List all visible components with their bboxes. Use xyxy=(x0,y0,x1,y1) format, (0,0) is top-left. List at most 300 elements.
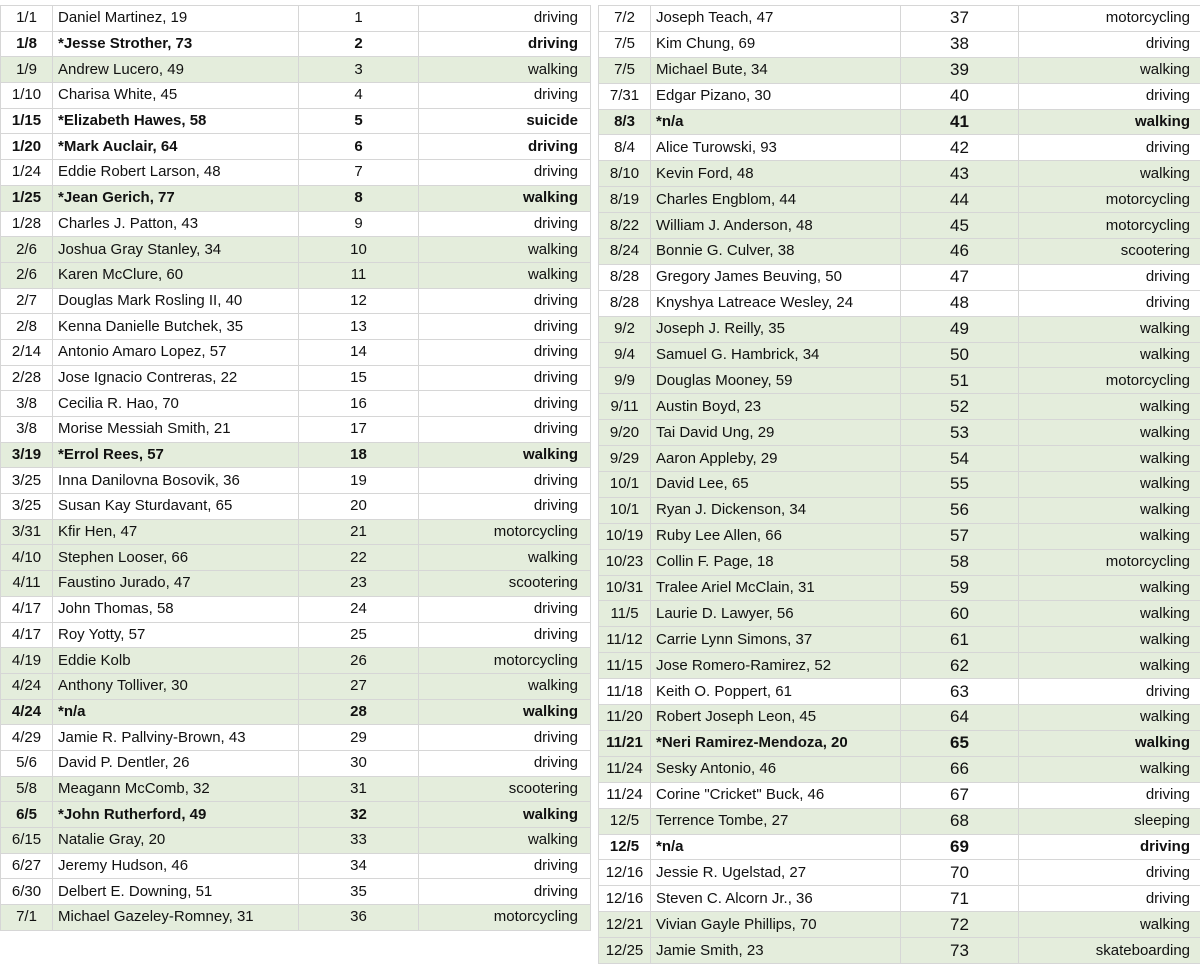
date-cell: 12/16 xyxy=(599,860,651,886)
table-row xyxy=(599,549,1200,575)
date-cell: 9/4 xyxy=(599,342,651,368)
date-cell: 1/15 xyxy=(1,108,53,134)
victim-name-cell: Ryan J. Dickenson, 34 xyxy=(651,497,901,523)
victim-name-cell: *Jean Gerich, 77 xyxy=(53,185,299,211)
date-cell: 12/21 xyxy=(599,912,651,938)
date-cell: 12/5 xyxy=(599,808,651,834)
victim-name-cell: Stephen Looser, 66 xyxy=(53,545,299,571)
victim-name-cell: Charles J. Patton, 43 xyxy=(53,211,299,237)
table-row xyxy=(599,756,1200,782)
table-row xyxy=(1,339,591,365)
count-cell: 35 xyxy=(299,879,419,905)
table-row xyxy=(1,262,591,288)
count-cell: 65 xyxy=(901,730,1019,756)
mode-cell: driving xyxy=(1019,886,1200,912)
victim-name-cell: Aaron Appleby, 29 xyxy=(651,446,901,472)
victim-name-cell: *n/a xyxy=(651,109,901,135)
count-cell: 11 xyxy=(299,262,419,288)
victim-name-cell: Michael Bute, 34 xyxy=(651,57,901,83)
table-row xyxy=(599,730,1200,756)
table-row xyxy=(1,365,591,391)
victim-name-cell: Tralee Ariel McClain, 31 xyxy=(651,575,901,601)
date-cell: 12/16 xyxy=(599,886,651,912)
date-cell: 1/1 xyxy=(1,6,53,32)
mode-cell: walking xyxy=(1019,316,1200,342)
date-cell: 5/8 xyxy=(1,776,53,802)
date-cell: 3/25 xyxy=(1,468,53,494)
count-cell: 1 xyxy=(299,6,419,32)
date-cell: 1/8 xyxy=(1,31,53,57)
table-row xyxy=(599,135,1200,161)
mode-cell: motorcycling xyxy=(419,519,591,545)
mode-cell: driving xyxy=(419,725,591,751)
mode-cell: walking xyxy=(419,185,591,211)
table-row xyxy=(1,648,591,674)
table-row xyxy=(599,472,1200,498)
mode-cell: walking xyxy=(1019,420,1200,446)
mode-cell: motorcycling xyxy=(1019,549,1200,575)
victim-name-cell: Jamie R. Pallviny-Brown, 43 xyxy=(53,725,299,751)
victim-name-cell: Edgar Pizano, 30 xyxy=(651,83,901,109)
table-row xyxy=(1,108,591,134)
date-cell: 8/19 xyxy=(599,187,651,213)
date-cell: 9/9 xyxy=(599,368,651,394)
mode-cell: driving xyxy=(1019,860,1200,886)
victim-name-cell: Michael Gazeley-Romney, 31 xyxy=(53,905,299,931)
mode-cell: driving xyxy=(1019,782,1200,808)
table-row xyxy=(1,185,591,211)
table-row xyxy=(599,239,1200,265)
mode-cell: driving xyxy=(419,288,591,314)
mode-cell: walking xyxy=(1019,57,1200,83)
victim-name-cell: William J. Anderson, 48 xyxy=(651,213,901,239)
mode-cell: walking xyxy=(1019,627,1200,653)
victim-name-cell: Inna Danilovna Bosovik, 36 xyxy=(53,468,299,494)
date-cell: 7/1 xyxy=(1,905,53,931)
victim-name-cell: Robert Joseph Leon, 45 xyxy=(651,705,901,731)
count-cell: 40 xyxy=(901,83,1019,109)
table-row xyxy=(1,237,591,263)
mode-cell: walking xyxy=(1019,109,1200,135)
date-cell: 2/6 xyxy=(1,262,53,288)
mode-cell: scootering xyxy=(419,571,591,597)
table-row xyxy=(599,446,1200,472)
mode-cell: walking xyxy=(419,673,591,699)
victim-name-cell: Knyshya Latreace Wesley, 24 xyxy=(651,290,901,316)
count-cell: 12 xyxy=(299,288,419,314)
date-cell: 4/19 xyxy=(1,648,53,674)
victim-name-cell: *n/a xyxy=(53,699,299,725)
mode-cell: driving xyxy=(419,134,591,160)
date-cell: 8/22 xyxy=(599,213,651,239)
count-cell: 66 xyxy=(901,756,1019,782)
mode-cell: driving xyxy=(419,417,591,443)
mode-cell: walking xyxy=(419,442,591,468)
victim-name-cell: Douglas Mooney, 59 xyxy=(651,368,901,394)
victim-name-cell: Kim Chung, 69 xyxy=(651,31,901,57)
victim-name-cell: Keith O. Poppert, 61 xyxy=(651,679,901,705)
count-cell: 39 xyxy=(901,57,1019,83)
table-row xyxy=(1,802,591,828)
count-cell: 2 xyxy=(299,31,419,57)
table-row xyxy=(599,782,1200,808)
mode-cell: driving xyxy=(1019,679,1200,705)
count-cell: 7 xyxy=(299,160,419,186)
date-cell: 10/23 xyxy=(599,549,651,575)
count-cell: 27 xyxy=(299,673,419,699)
date-cell: 2/14 xyxy=(1,339,53,365)
mode-cell: driving xyxy=(1019,31,1200,57)
date-cell: 4/17 xyxy=(1,596,53,622)
table-row xyxy=(599,523,1200,549)
table-row xyxy=(599,264,1200,290)
victim-name-cell: John Thomas, 58 xyxy=(53,596,299,622)
count-cell: 45 xyxy=(901,213,1019,239)
table-row xyxy=(599,342,1200,368)
date-cell: 11/20 xyxy=(599,705,651,731)
table-row xyxy=(1,160,591,186)
victim-name-cell: Kevin Ford, 48 xyxy=(651,161,901,187)
date-cell: 11/24 xyxy=(599,782,651,808)
mode-cell: walking xyxy=(419,262,591,288)
mode-cell: motorcycling xyxy=(419,905,591,931)
date-cell: 2/7 xyxy=(1,288,53,314)
table-row xyxy=(1,596,591,622)
count-cell: 47 xyxy=(901,264,1019,290)
date-cell: 4/17 xyxy=(1,622,53,648)
table-row xyxy=(1,211,591,237)
mode-cell: driving xyxy=(419,853,591,879)
fatalities-table-left xyxy=(0,5,591,931)
mode-cell: driving xyxy=(1019,83,1200,109)
mode-cell: walking xyxy=(419,57,591,83)
count-cell: 63 xyxy=(901,679,1019,705)
table-row xyxy=(1,134,591,160)
table-row xyxy=(1,853,591,879)
count-cell: 72 xyxy=(901,912,1019,938)
date-cell: 7/5 xyxy=(599,31,651,57)
date-cell: 4/24 xyxy=(1,699,53,725)
victim-name-cell: *John Rutherford, 49 xyxy=(53,802,299,828)
table-row xyxy=(1,519,591,545)
count-cell: 49 xyxy=(901,316,1019,342)
count-cell: 46 xyxy=(901,239,1019,265)
victim-name-cell: *Mark Auclair, 64 xyxy=(53,134,299,160)
date-cell: 2/28 xyxy=(1,365,53,391)
count-cell: 42 xyxy=(901,135,1019,161)
count-cell: 8 xyxy=(299,185,419,211)
table-row xyxy=(1,468,591,494)
count-cell: 64 xyxy=(901,705,1019,731)
victim-name-cell: Vivian Gayle Phillips, 70 xyxy=(651,912,901,938)
table-row xyxy=(1,6,591,32)
mode-cell: motorcycling xyxy=(1019,368,1200,394)
table-row xyxy=(599,860,1200,886)
date-cell: 11/24 xyxy=(599,756,651,782)
count-cell: 5 xyxy=(299,108,419,134)
mode-cell: driving xyxy=(419,391,591,417)
victim-name-cell: Joseph Teach, 47 xyxy=(651,6,901,32)
count-cell: 57 xyxy=(901,523,1019,549)
mode-cell: driving xyxy=(419,622,591,648)
table-row xyxy=(599,316,1200,342)
count-cell: 71 xyxy=(901,886,1019,912)
victim-name-cell: Corine "Cricket" Buck, 46 xyxy=(651,782,901,808)
count-cell: 25 xyxy=(299,622,419,648)
mode-cell: walking xyxy=(1019,575,1200,601)
victim-name-cell: Joseph J. Reilly, 35 xyxy=(651,316,901,342)
mode-cell: walking xyxy=(1019,472,1200,498)
table-row xyxy=(599,679,1200,705)
table-row xyxy=(1,314,591,340)
mode-cell: walking xyxy=(1019,730,1200,756)
victim-name-cell: Eddie Robert Larson, 48 xyxy=(53,160,299,186)
table-row xyxy=(1,905,591,931)
count-cell: 41 xyxy=(901,109,1019,135)
date-cell: 3/8 xyxy=(1,391,53,417)
victim-name-cell: Douglas Mark Rosling II, 40 xyxy=(53,288,299,314)
count-cell: 54 xyxy=(901,446,1019,472)
count-cell: 17 xyxy=(299,417,419,443)
table-row xyxy=(1,622,591,648)
count-cell: 73 xyxy=(901,938,1019,964)
date-cell: 10/31 xyxy=(599,575,651,601)
victim-name-cell: Carrie Lynn Simons, 37 xyxy=(651,627,901,653)
count-cell: 21 xyxy=(299,519,419,545)
victim-name-cell: Laurie D. Lawyer, 56 xyxy=(651,601,901,627)
victim-name-cell: Tai David Ung, 29 xyxy=(651,420,901,446)
victim-name-cell: Andrew Lucero, 49 xyxy=(53,57,299,83)
count-cell: 30 xyxy=(299,750,419,776)
date-cell: 8/10 xyxy=(599,161,651,187)
table-row xyxy=(599,705,1200,731)
count-cell: 60 xyxy=(901,601,1019,627)
date-cell: 9/29 xyxy=(599,446,651,472)
date-cell: 8/3 xyxy=(599,109,651,135)
table-row xyxy=(599,938,1200,964)
table-row xyxy=(599,290,1200,316)
table-row xyxy=(1,391,591,417)
date-cell: 1/10 xyxy=(1,83,53,109)
table-row xyxy=(1,879,591,905)
victim-name-cell: Anthony Tolliver, 30 xyxy=(53,673,299,699)
fatalities-table-right xyxy=(598,5,1200,964)
table-row xyxy=(1,673,591,699)
table-row xyxy=(1,828,591,854)
table-row xyxy=(1,494,591,520)
table-row xyxy=(599,653,1200,679)
date-cell: 6/30 xyxy=(1,879,53,905)
table-row xyxy=(1,417,591,443)
date-cell: 6/15 xyxy=(1,828,53,854)
table-row xyxy=(1,750,591,776)
table-row xyxy=(599,368,1200,394)
count-cell: 18 xyxy=(299,442,419,468)
victim-name-cell: *Neri Ramirez-Mendoza, 20 xyxy=(651,730,901,756)
victim-name-cell: Steven C. Alcorn Jr., 36 xyxy=(651,886,901,912)
mode-cell: driving xyxy=(1019,264,1200,290)
table-row xyxy=(599,808,1200,834)
table-row xyxy=(599,213,1200,239)
table-row xyxy=(599,6,1200,32)
date-cell: 3/31 xyxy=(1,519,53,545)
mode-cell: driving xyxy=(419,879,591,905)
count-cell: 44 xyxy=(901,187,1019,213)
date-cell: 9/11 xyxy=(599,394,651,420)
table-row xyxy=(1,571,591,597)
date-cell: 8/4 xyxy=(599,135,651,161)
count-cell: 69 xyxy=(901,834,1019,860)
victim-name-cell: Jessie R. Ugelstad, 27 xyxy=(651,860,901,886)
mode-cell: motorcycling xyxy=(1019,213,1200,239)
count-cell: 56 xyxy=(901,497,1019,523)
count-cell: 43 xyxy=(901,161,1019,187)
mode-cell: walking xyxy=(1019,912,1200,938)
table-row xyxy=(599,912,1200,938)
victim-name-cell: Daniel Martinez, 19 xyxy=(53,6,299,32)
mode-cell: scootering xyxy=(1019,239,1200,265)
count-cell: 55 xyxy=(901,472,1019,498)
mode-cell: walking xyxy=(1019,342,1200,368)
table-row xyxy=(599,31,1200,57)
table-row xyxy=(599,420,1200,446)
victim-name-cell: David Lee, 65 xyxy=(651,472,901,498)
table-row xyxy=(1,288,591,314)
date-cell: 4/24 xyxy=(1,673,53,699)
table-row xyxy=(1,699,591,725)
date-cell: 3/8 xyxy=(1,417,53,443)
victim-name-cell: Ruby Lee Allen, 66 xyxy=(651,523,901,549)
table-row xyxy=(599,497,1200,523)
table-row xyxy=(1,57,591,83)
mode-cell: driving xyxy=(419,160,591,186)
count-cell: 48 xyxy=(901,290,1019,316)
victim-name-cell: Bonnie G. Culver, 38 xyxy=(651,239,901,265)
count-cell: 4 xyxy=(299,83,419,109)
date-cell: 10/19 xyxy=(599,523,651,549)
mode-cell: sleeping xyxy=(1019,808,1200,834)
count-cell: 19 xyxy=(299,468,419,494)
date-cell: 1/20 xyxy=(1,134,53,160)
victim-name-cell: Jeremy Hudson, 46 xyxy=(53,853,299,879)
count-cell: 9 xyxy=(299,211,419,237)
table-row xyxy=(1,31,591,57)
count-cell: 36 xyxy=(299,905,419,931)
date-cell: 1/24 xyxy=(1,160,53,186)
count-cell: 16 xyxy=(299,391,419,417)
count-cell: 32 xyxy=(299,802,419,828)
mode-cell: driving xyxy=(419,83,591,109)
mode-cell: walking xyxy=(419,545,591,571)
date-cell: 1/9 xyxy=(1,57,53,83)
date-cell: 4/10 xyxy=(1,545,53,571)
mode-cell: walking xyxy=(1019,161,1200,187)
victim-name-cell: Charisa White, 45 xyxy=(53,83,299,109)
mode-cell: driving xyxy=(419,339,591,365)
date-cell: 1/25 xyxy=(1,185,53,211)
date-cell: 1/28 xyxy=(1,211,53,237)
mode-cell: walking xyxy=(419,237,591,263)
date-cell: 12/25 xyxy=(599,938,651,964)
victim-name-cell: Gregory James Beuving, 50 xyxy=(651,264,901,290)
date-cell: 6/27 xyxy=(1,853,53,879)
count-cell: 50 xyxy=(901,342,1019,368)
table-row xyxy=(599,627,1200,653)
count-cell: 52 xyxy=(901,394,1019,420)
victim-name-cell: Sesky Antonio, 46 xyxy=(651,756,901,782)
table-row xyxy=(599,886,1200,912)
victim-name-cell: *n/a xyxy=(651,834,901,860)
table-row xyxy=(599,57,1200,83)
victim-name-cell: Joshua Gray Stanley, 34 xyxy=(53,237,299,263)
mode-cell: walking xyxy=(419,699,591,725)
victim-name-cell: Delbert E. Downing, 51 xyxy=(53,879,299,905)
victim-name-cell: Samuel G. Hambrick, 34 xyxy=(651,342,901,368)
table-row xyxy=(1,83,591,109)
count-cell: 70 xyxy=(901,860,1019,886)
mode-cell: driving xyxy=(419,365,591,391)
victim-name-cell: Terrence Tombe, 27 xyxy=(651,808,901,834)
date-cell: 10/1 xyxy=(599,497,651,523)
table-row xyxy=(1,545,591,571)
victim-name-cell: Kenna Danielle Butchek, 35 xyxy=(53,314,299,340)
mode-cell: skateboarding xyxy=(1019,938,1200,964)
count-cell: 14 xyxy=(299,339,419,365)
date-cell: 11/15 xyxy=(599,653,651,679)
date-cell: 8/28 xyxy=(599,290,651,316)
date-cell: 7/2 xyxy=(599,6,651,32)
count-cell: 53 xyxy=(901,420,1019,446)
date-cell: 4/11 xyxy=(1,571,53,597)
mode-cell: walking xyxy=(419,802,591,828)
mode-cell: walking xyxy=(1019,756,1200,782)
date-cell: 2/8 xyxy=(1,314,53,340)
mode-cell: motorcycling xyxy=(1019,6,1200,32)
table-row xyxy=(599,161,1200,187)
table-row xyxy=(599,83,1200,109)
table-row xyxy=(599,394,1200,420)
table-row xyxy=(599,834,1200,860)
mode-cell: driving xyxy=(419,211,591,237)
mode-cell: driving xyxy=(1019,290,1200,316)
count-cell: 22 xyxy=(299,545,419,571)
count-cell: 68 xyxy=(901,808,1019,834)
date-cell: 4/29 xyxy=(1,725,53,751)
table-row xyxy=(1,776,591,802)
date-cell: 7/31 xyxy=(599,83,651,109)
mode-cell: walking xyxy=(1019,497,1200,523)
count-cell: 61 xyxy=(901,627,1019,653)
count-cell: 51 xyxy=(901,368,1019,394)
victim-name-cell: Susan Kay Sturdavant, 65 xyxy=(53,494,299,520)
victim-name-cell: Roy Yotty, 57 xyxy=(53,622,299,648)
date-cell: 10/1 xyxy=(599,472,651,498)
count-cell: 26 xyxy=(299,648,419,674)
count-cell: 24 xyxy=(299,596,419,622)
victim-name-cell: Antonio Amaro Lopez, 57 xyxy=(53,339,299,365)
victim-name-cell: Austin Boyd, 23 xyxy=(651,394,901,420)
victim-name-cell: Alice Turowski, 93 xyxy=(651,135,901,161)
date-cell: 11/18 xyxy=(599,679,651,705)
date-cell: 6/5 xyxy=(1,802,53,828)
count-cell: 28 xyxy=(299,699,419,725)
mode-cell: walking xyxy=(1019,446,1200,472)
victim-name-cell: *Jesse Strother, 73 xyxy=(53,31,299,57)
mode-cell: walking xyxy=(1019,601,1200,627)
count-cell: 15 xyxy=(299,365,419,391)
date-cell: 11/21 xyxy=(599,730,651,756)
date-cell: 2/6 xyxy=(1,237,53,263)
